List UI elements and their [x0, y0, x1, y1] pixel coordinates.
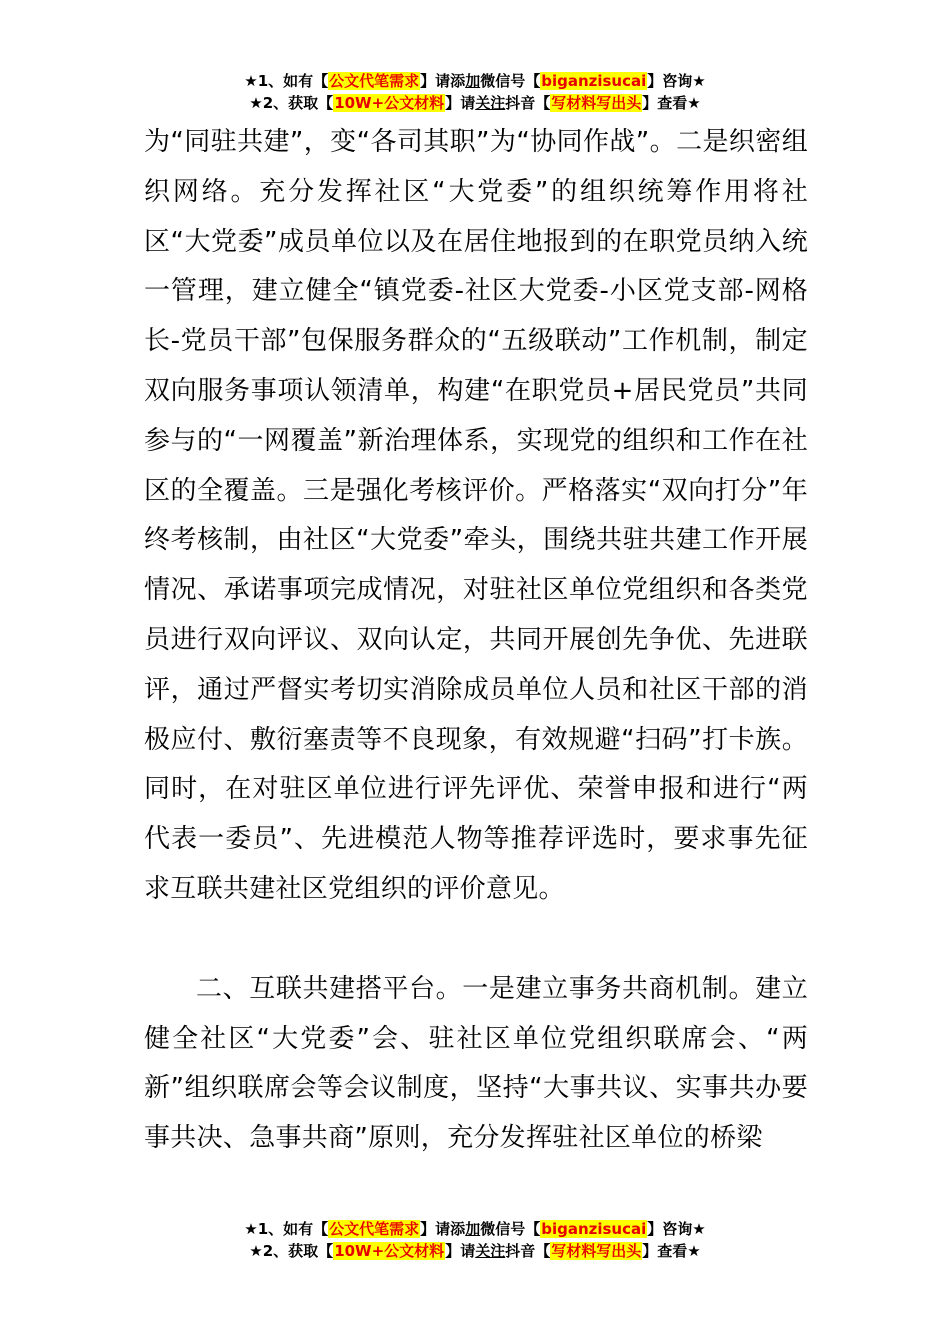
star-icon: ★	[244, 1220, 258, 1238]
footer-banner	[0, 1218, 950, 1262]
footer-line-2-highlight-1: 10W+公文材料	[334, 1242, 445, 1260]
header-line-2	[0, 92, 950, 114]
body-paragraph-2: 二、互联共建搭平台。一是建立事务共商机制。建立健全社区“大党委”会、驻社区单位党组织联席会、“两新”组织联席会等会议制度，坚持“大事共议、实事共办要事共决、急事共商”原则，充分发挥驻社区单位的桥梁	[144, 973, 808, 1154]
header-line-2-text-d: 】查看★	[642, 94, 701, 112]
footer-line-1-highlight-2: biganzisucai	[541, 1220, 647, 1238]
header-line-1-text-d: 】咨询★	[647, 72, 706, 90]
footer-line-1-text-a: 1、如有【	[257, 1220, 329, 1238]
header-line-1-highlight-1: 公文代笔需求	[329, 72, 420, 90]
header-line-1-highlight-2: biganzisucai	[541, 72, 647, 90]
footer-line-2-text-c: 抖音【	[505, 1242, 551, 1260]
footer-line-1-text-d: 】咨询★	[647, 1220, 706, 1238]
header-line-2-text-c: 抖音【	[505, 94, 551, 112]
header-line-2-text-b: 】请	[445, 94, 476, 112]
header-line-2-highlight-2: 写材料写出头	[551, 94, 642, 112]
header-line-1-text-b: 】请添	[420, 72, 466, 90]
header-line-1-text-c: 微信号【	[480, 72, 541, 90]
body-paragraph-1: 为“同驻共建”，变“各司其职”为“协同作战”。二是织密组织网络。充分发挥社区“大党委”的组织统筹作用将社区“大党委”成员单位以及在居住地报到的在职党员纳入统一管理，建立健全“镇党委-社区大党委-小区党支部-网格长-党员干部”包保服务群众的“五级联动”工作机制，制定双向服务事项认领清单，构建“在职党员+居民党员”共同参与的“一网覆盖”新治理体系，实现党的组织和工作在社区的全覆盖。三是强化考核评价。严格落实“双向打分”年终考核制，由社区“大党委”牵头，围绕共驻共建工作开展情况、承诺事项完成情况，对驻社区单位党组织和各类党员进行双向评议、双向认定，共同开展创先争优、先进联评，通过严督实考切实消除成员单位人员和社区干部的消极应付、敷衍塞责等不良现象，有效规避“扫码”打卡族。同时，在对驻区单位进行评先评优、荣誉申报和进行“两代表一委员”、先进模范人物等推荐评选时，要求事先征求互联共建社区党组织的评价意见。	[144, 127, 808, 904]
header-line-2-text-a: 2、获取【	[262, 94, 334, 112]
header-line-1	[0, 70, 950, 92]
footer-line-1-text-c: 微信号【	[480, 1220, 541, 1238]
footer-line-2-underline: 关注	[475, 1242, 506, 1260]
star-icon: ★	[249, 1242, 263, 1260]
footer-line-2	[0, 1240, 950, 1262]
footer-line-2-highlight-2: 写材料写出头	[551, 1242, 642, 1260]
footer-line-2-text-a: 2、获取【	[262, 1242, 334, 1260]
header-banner	[0, 70, 950, 114]
footer-line-1-highlight-1: 公文代笔需求	[329, 1220, 420, 1238]
header-line-1-text-a: 1、如有【	[257, 72, 329, 90]
footer-line-1-underline: 加	[465, 1220, 481, 1238]
document-body	[144, 118, 808, 1164]
footer-line-1	[0, 1218, 950, 1240]
header-line-1-underline: 加	[465, 72, 481, 90]
star-icon: ★	[249, 94, 263, 112]
footer-line-2-text-d: 】查看★	[642, 1242, 701, 1260]
footer-line-1-text-b: 】请添	[420, 1220, 466, 1238]
star-icon: ★	[244, 72, 258, 90]
header-line-2-highlight-1: 10W+公文材料	[334, 94, 445, 112]
header-line-2-underline: 关注	[475, 94, 506, 112]
footer-line-2-text-b: 】请	[445, 1242, 476, 1260]
paragraph-spacer	[144, 915, 808, 965]
